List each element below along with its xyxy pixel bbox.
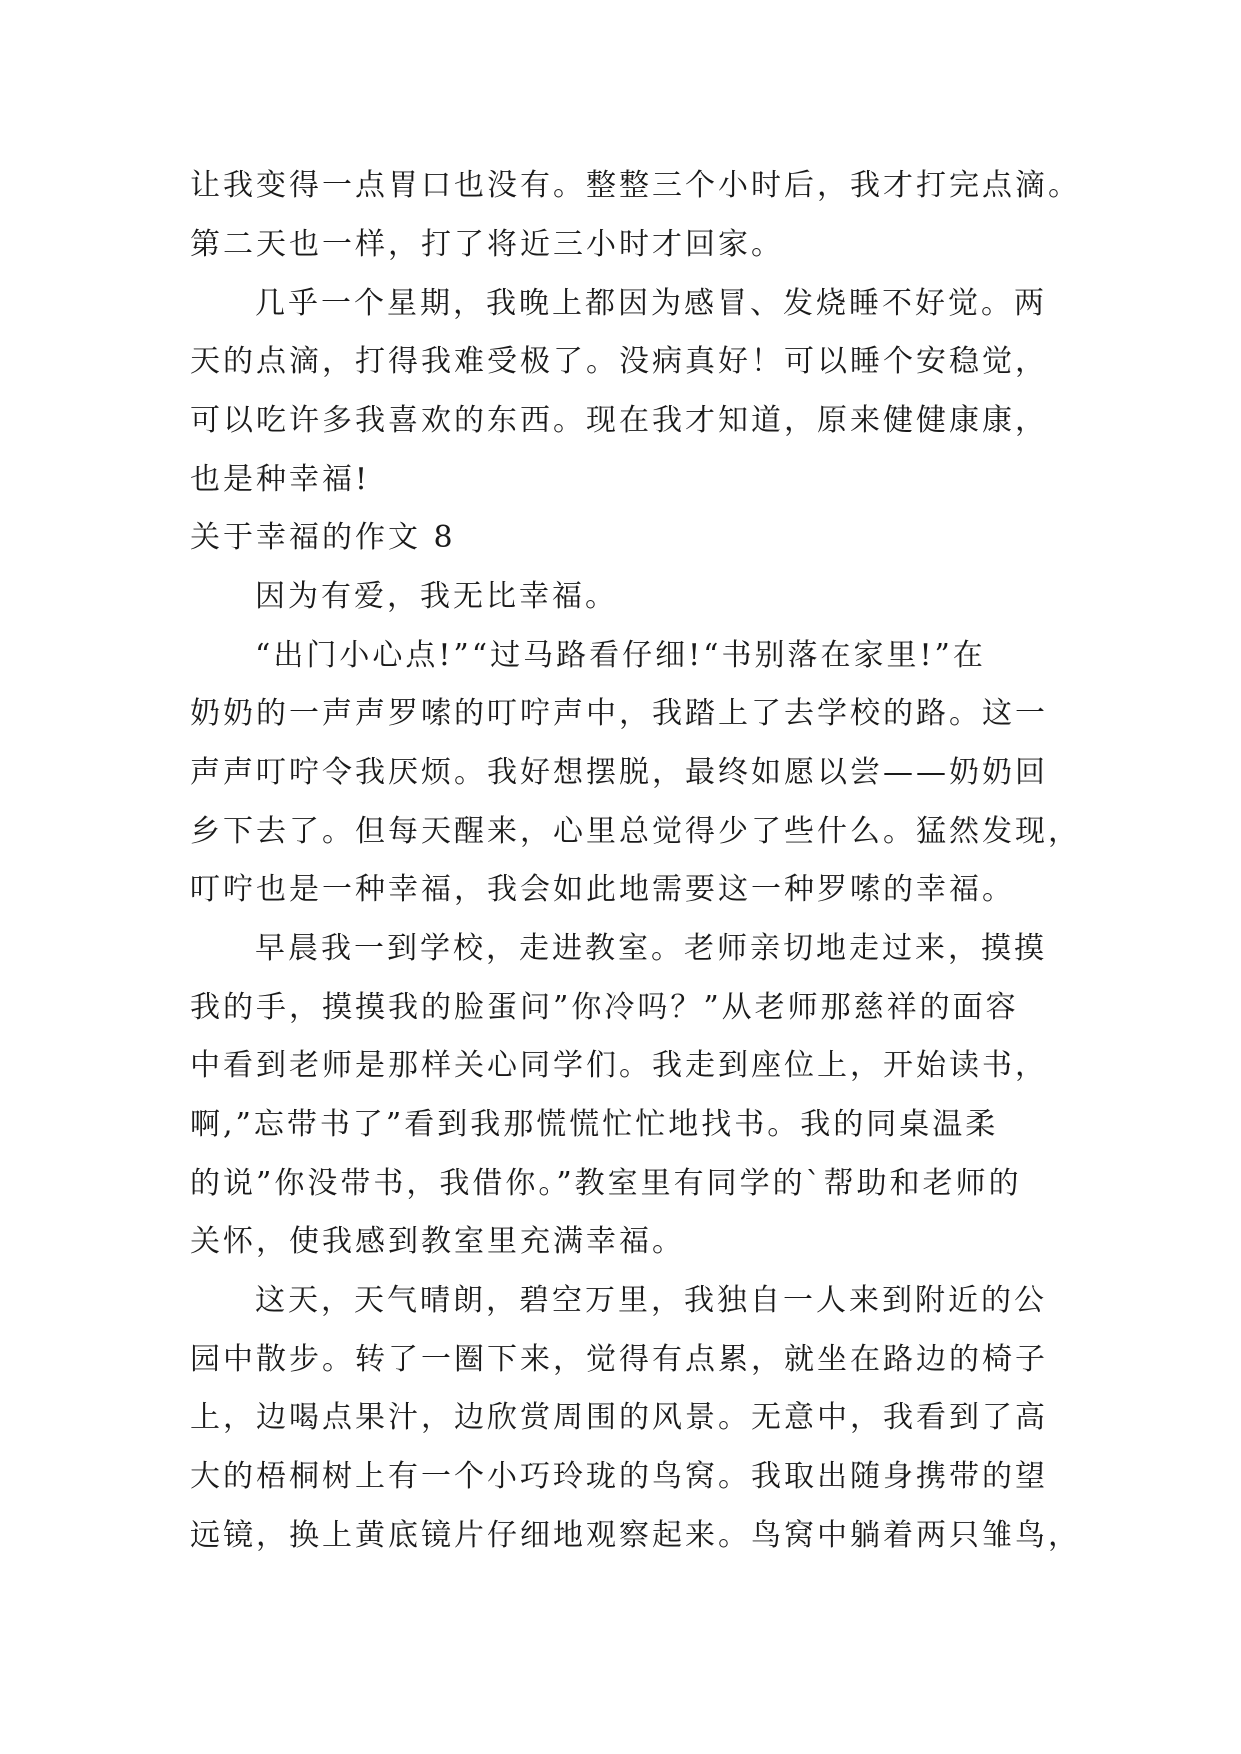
text-line: 天的点滴，打得我难受极了。没病真好！可以睡个安稳觉， <box>190 344 1048 379</box>
text-line: 可以吃许多我喜欢的东西。现在我才知道，原来健健康康， <box>190 403 1048 438</box>
text-line: 乡下去了。但每天醒来，心里总觉得少了些什么。猛然发现， <box>190 814 1081 849</box>
section-heading: 关于幸福的作文 8 <box>190 520 456 555</box>
paragraph-start-line: “出门小心点!”“过马路看仔细!“书别落在家里!”在 <box>255 638 986 673</box>
text-line: 远镜，换上黄底镜片仔细地观察起来。鸟窝中躺着两只雏鸟， <box>190 1518 1081 1553</box>
text-line: 声声叮咛令我厌烦。我好想摆脱，最终如愿以尝——奶奶回 <box>190 755 1048 790</box>
text-line: 我的手，摸摸我的脸蛋问”你冷吗？”从老师那慈祥的面容 <box>190 990 1019 1025</box>
text-line: 让我变得一点胃口也没有。整整三个小时后，我才打完点滴。 <box>190 168 1081 203</box>
paragraph-start-line: 因为有爱，我无比幸福。 <box>255 579 618 614</box>
text-line: 也是种幸福! <box>190 462 371 497</box>
text-line: 的说”你没带书，我借你。”教室里有同学的`帮助和老师的 <box>190 1166 1022 1201</box>
paragraph-start-line: 几乎一个星期，我晚上都因为感冒、发烧睡不好觉。两 <box>255 286 1047 321</box>
paragraph-start-line: 这天，天气晴朗，碧空万里，我独自一人来到附近的公 <box>255 1283 1047 1318</box>
text-line: 大的梧桐树上有一个小巧玲珑的鸟窝。我取出随身携带的望 <box>190 1459 1048 1494</box>
text-line: 关怀，使我感到教室里充满幸福。 <box>190 1224 685 1259</box>
text-line: 奶奶的一声声罗嗦的叮咛声中，我踏上了去学校的路。这一 <box>190 696 1048 731</box>
paragraph-start-line: 早晨我一到学校，走进教室。老师亲切地走过来，摸摸 <box>255 931 1047 966</box>
text-line: 上，边喝点果汁，边欣赏周围的风景。无意中，我看到了高 <box>190 1400 1048 1435</box>
text-line: 中看到老师是那样关心同学们。我走到座位上，开始读书， <box>190 1048 1048 1083</box>
text-line: 啊,”忘带书了”看到我那慌慌忙忙地找书。我的同桌温柔 <box>190 1107 999 1142</box>
text-line: 第二天也一样，打了将近三小时才回家。 <box>190 227 784 262</box>
text-line: 叮咛也是一种幸福，我会如此地需要这一种罗嗦的幸福。 <box>190 872 1015 907</box>
text-line: 园中散步。转了一圈下来，觉得有点累，就坐在路边的椅子 <box>190 1342 1048 1377</box>
